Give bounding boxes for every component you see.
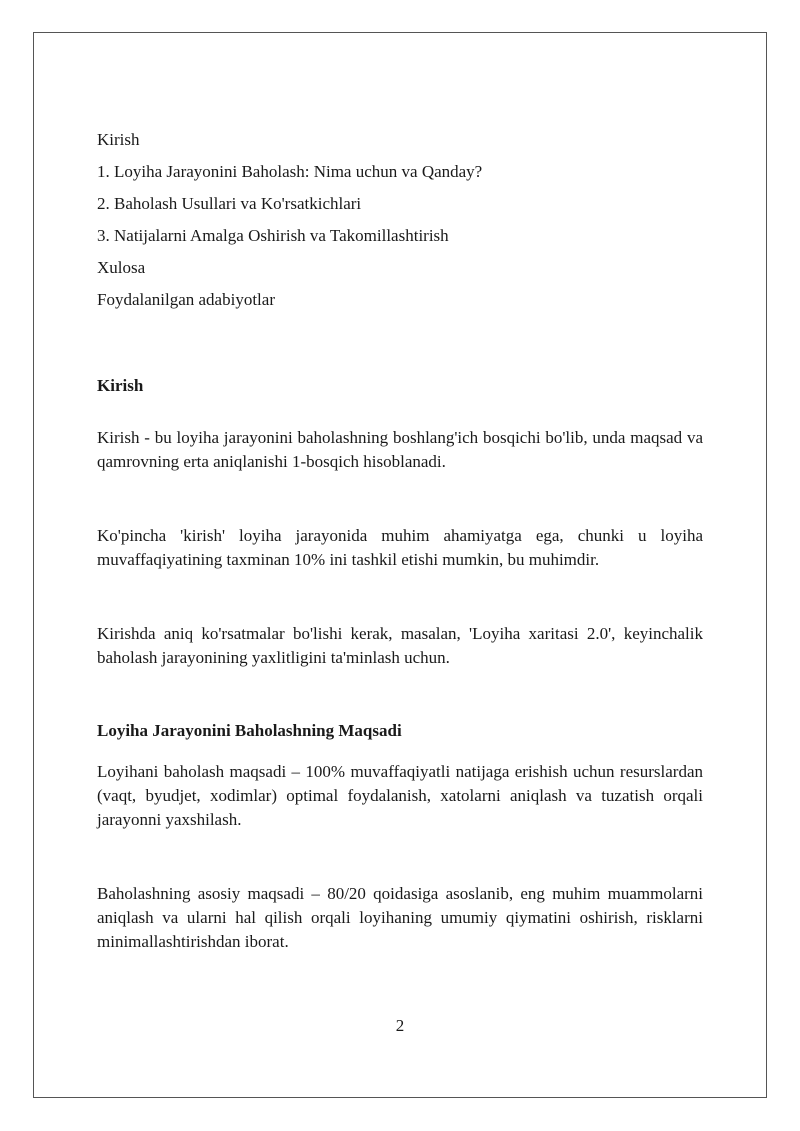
toc-item-2: 2. Baholash Usullari va Ko'rsatkichlari [97, 194, 362, 213]
toc-item-kirish: Kirish [97, 130, 140, 149]
purpose-paragraph-1: Loyihani baholash maqsadi – 100% muvaffaqiyatli natijaga erishish uchun resurslardan (vaqt, byudjet, xodimlar) optimal foydalanish, xatolarni aniqlash va tuzatish orqali jarayonni yaxshilash. [97, 762, 703, 829]
toc-item-adabiyotlar: Foydalanilgan adabiyotlar [97, 290, 275, 309]
purpose-paragraph-2: Baholashning asosiy maqsadi – 80/20 qoidasiga asoslanib, eng muhim muammolarni aniqlash va ularni hal qilish orqali loyihaning umumiy qiymatini oshirish, risklarni minimallashtirishdan iborat. [97, 884, 703, 951]
intro-paragraph-2: Ko'pincha 'kirish' loyiha jarayonida muhim ahamiyatga ega, chunki u loyiha muvaffaqiyatining taxminan 10% ini tashkil etishi mumkin, bu muhimdir. [97, 526, 703, 569]
intro-heading: Kirish [97, 376, 144, 395]
page-number: 2 [395, 1016, 405, 1035]
toc-item-xulosa: Xulosa [97, 258, 146, 277]
intro-paragraph-1: Kirish - bu loyiha jarayonini baholashning boshlang'ich bosqichi bo'lib, unda maqsad va qamrovning erta aniqlanishi 1-bosqich hisoblanadi. [97, 428, 703, 471]
intro-paragraph-3: Kirishda aniq ko'rsatmalar bo'lishi kerak, masalan, 'Loyiha xaritasi 2.0', keyinchalik baholash jarayonining yaxlitligini ta'minlash uchun. [97, 624, 703, 667]
purpose-heading: Loyiha Jarayonini Baholashning Maqsadi [97, 721, 402, 740]
toc-item-3: 3. Natijalarni Amalga Oshirish va Takomillashtirish [97, 226, 449, 245]
page-content [97, 128, 703, 954]
toc-item-1: 1. Loyiha Jarayonini Baholash: Nima uchun va Qanday? [97, 162, 483, 181]
table-of-contents [97, 128, 703, 312]
